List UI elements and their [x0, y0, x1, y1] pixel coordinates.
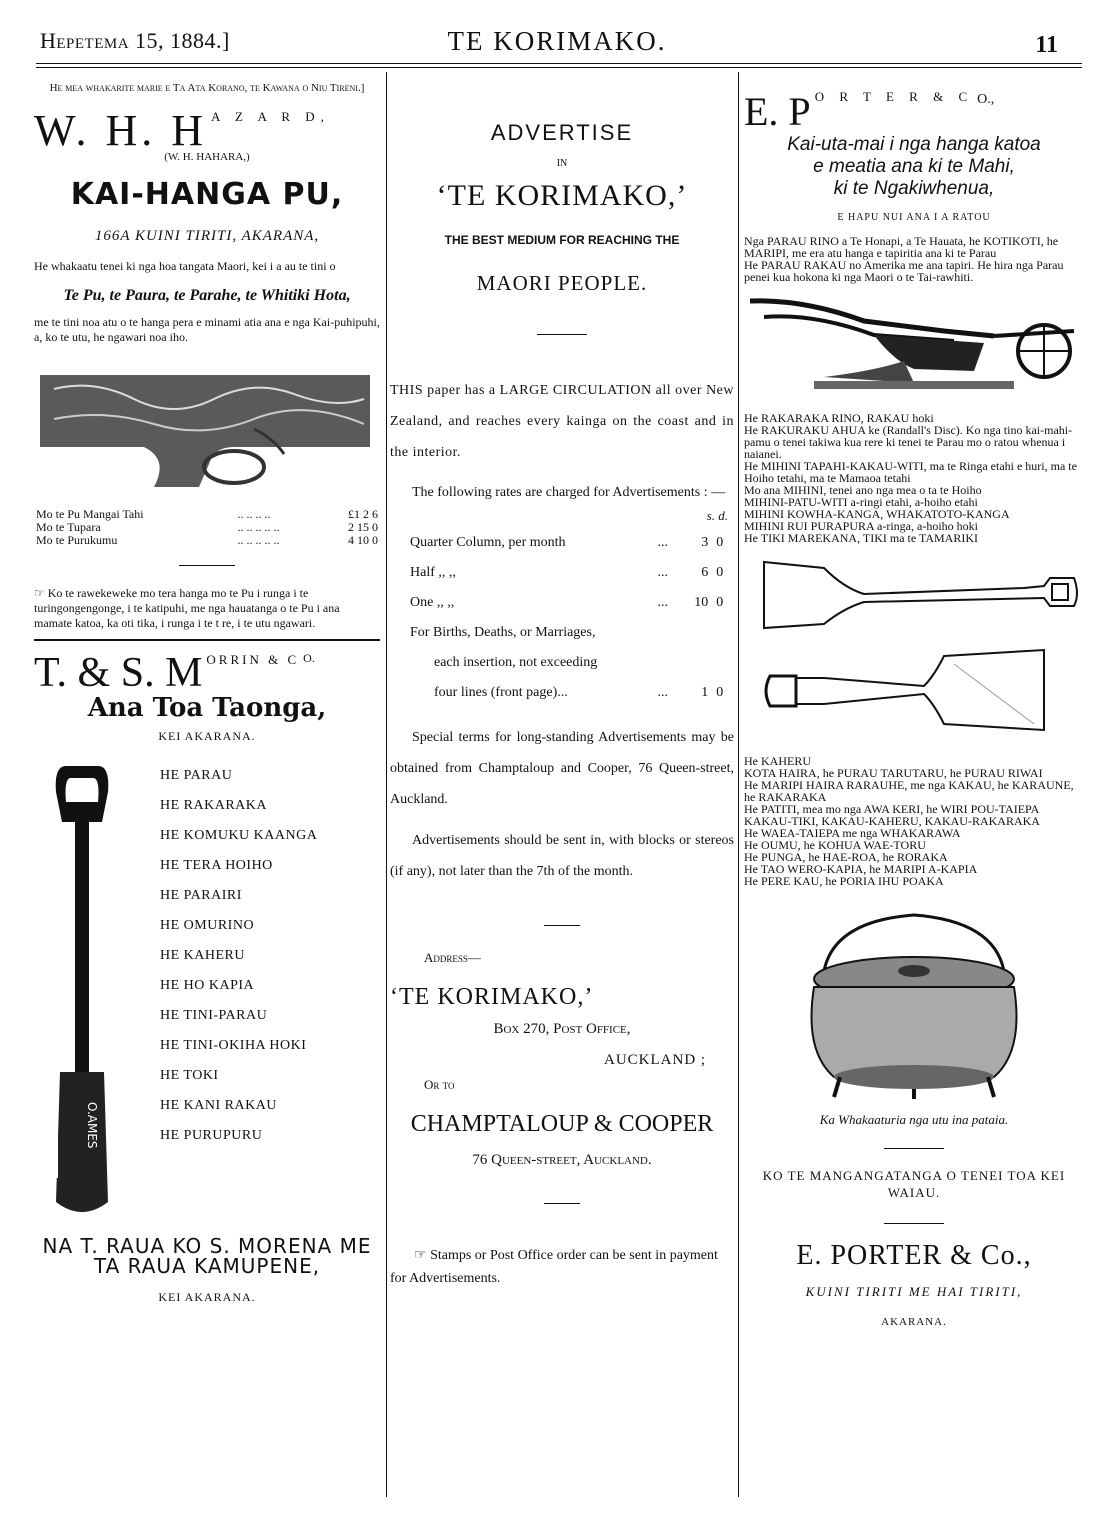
intro-list [744, 235, 1084, 283]
list-item: He RAKURAKU AHUA ke (Randall's Disc). Ko nga tino kai-mahi-pamu o tenei takiwa kua rere ki tenei te Parau mo o ratou whenua i naianei. [744, 423, 1073, 461]
oven-caption: Ka Whakaaturia nga utu ina pataia. [819, 1112, 1009, 1127]
pointing-hand-icon: ☞ [414, 1248, 431, 1263]
stamps-text: Stamps or Post Office order can be sent in payment for Advertisements. [390, 1248, 718, 1286]
price-table [34, 508, 380, 547]
rate-dots: ... [657, 535, 669, 550]
list-item: He RAKARAKA RINO, RAKAU hoki [744, 411, 934, 425]
price-value: 4 10 0 [348, 533, 378, 547]
in-label: IN [556, 158, 568, 169]
special-terms: Special terms for long-standing Advertisements may be obtained from Champtaloup and Cooper, 76 Queen-street, Auckland. [390, 730, 734, 807]
porter-akarana: AKARANA. [881, 1316, 947, 1328]
morrin-title: Ana Toa Taonga, [87, 693, 327, 723]
list-item: He MARIPI HAIRA RARAUHE, me nga KAKAU, he KARAUNE, he RAKARAKA [744, 778, 1074, 804]
page-number: 11 [1035, 32, 1058, 58]
list-item: HE PARAU [160, 768, 233, 783]
list-item: HE PURUPURU [160, 1128, 263, 1143]
section-rule [884, 1148, 944, 1149]
branch-notice: KO TE MANGANGATANGA O TENEI TOA KEI WAIAU. [762, 1168, 1066, 1200]
list-item: Nga PARAU RINO a Te Honapi, a Te Hauata, he KOTIKOTI, he MARIPI, me era atu hanga e tapiritia ana ki te Parau [744, 234, 1059, 260]
morrin-surname: ORRIN & C [206, 652, 300, 667]
importers-line-3: ki te Ngakiwhenua, [833, 178, 995, 199]
shotgun-illustration [34, 369, 380, 489]
hazard-goods: Te Pu, te Paura, te Parahe, te Whitiki Hota, [63, 287, 351, 304]
list-item: He PERE KAU, he PORIA IHU POAKA [744, 874, 944, 888]
tools-list [744, 755, 1084, 887]
list-item: HE TINI-PARAU [160, 1008, 268, 1023]
header-date: Hepetema 15, 1884.] [40, 28, 230, 53]
rate-pence: 0 [716, 535, 724, 550]
champtaloup-cooper: CHAMPTALOUP & COOPER [410, 1111, 714, 1137]
address-city: AUCKLAND ; [604, 1052, 707, 1068]
address-label: Address— [424, 950, 481, 965]
hazard-intro: He whakaatu tenei ki nga hoa tangata Maori, kei i a au te tini o [34, 259, 336, 273]
porter-co: O., [977, 92, 995, 107]
porter-initial: E. P [744, 89, 811, 134]
best-medium: THE BEST MEDIUM FOR REACHING THE [444, 233, 680, 247]
list-item: He PARAU RAKAU no Amerika me ana tapiri. He hira nga Parau penei kua hokona ki nga Maori o te Tai-rawhiti. [744, 258, 1064, 284]
header-rule-2 [36, 67, 1082, 68]
list-item: KOTA HAIRA, he PURAU TARUTARU, he PURAU RIWAI [744, 766, 1043, 780]
column-divider-1 [386, 72, 387, 1497]
address-box: Box 270, Post Office, [493, 1021, 631, 1037]
hazard-surname: A Z A R D, [211, 109, 330, 124]
list-item: He TAO WERO-KAPIA, he MARIPI A-KAPIA [744, 862, 978, 876]
section-rule [537, 334, 587, 335]
morrin-place: KEI AKARANA. [158, 729, 256, 743]
list-item: He TIKI MAREKANA, TIKI ma te TAMARIKI [744, 531, 979, 545]
births-line-1: For Births, Deaths, or Marriages, [410, 625, 596, 640]
morrin-goods [34, 762, 380, 1232]
repair-text: Ko te rawekeweke mo tera hanga mo te Pu i runga i te turingongengonge, i te katipuhi, me nga hauatanga o te Pu i ana mamate katoa, ka oti tika, i runga i te t re, i te utu ngawari. [34, 586, 340, 630]
trade-title: KAI-HANGA PU, [70, 177, 344, 212]
section-rule-bold [34, 639, 380, 641]
hazard-name [34, 105, 380, 155]
spade-illustration [42, 762, 122, 1222]
plough-illustration [744, 291, 1084, 399]
list-item: HE TOKI [160, 1068, 219, 1083]
list-item: MIHINI KOWHA-KANGA, WHAKATOTO-KANGA [744, 507, 1010, 521]
morrin-name [34, 649, 380, 696]
list-item: HE TERA HOIHO [160, 858, 273, 873]
porter-street: KUINI TIRITI ME HAI TIRITI, [805, 1284, 1023, 1299]
shovels-illustration [744, 554, 1084, 744]
camp-oven-illustration [744, 901, 1084, 1101]
list-item: HE KANI RAKAU [160, 1098, 277, 1113]
morrin-co: O. [303, 651, 315, 665]
rate-label: One ,, ,, [410, 595, 455, 610]
right-column [744, 80, 1084, 1328]
morrin-footer: NA T. RAUA KO S. MORENA ME TA RAUA KAMUPENE, [42, 1234, 372, 1278]
stock-note: E HAPU NUI ANA I A RATOU [837, 212, 991, 223]
circulation-text: THIS paper has a LARGE CIRCULATION all over New Zealand, and reaches every kainga on the coast and in the interior. [390, 383, 734, 460]
section-rule [544, 1203, 580, 1204]
section-rule [884, 1223, 944, 1224]
column-divider-2 [738, 72, 739, 1497]
list-item: MIHINI RUI PURAPURA a-ringa, a-hoiho hoki [744, 519, 978, 533]
table-row [390, 558, 734, 588]
rate-label: Quarter Column, per month [410, 535, 566, 550]
rate-shillings: 10 [694, 595, 709, 610]
table-row [390, 678, 734, 708]
table-row [390, 528, 734, 558]
send-in-text: Advertisements should be sent in, with blocks or stereos (if any), not later than the 7th of the month. [390, 833, 734, 879]
masthead-title: TE KORIMAKO. [447, 26, 667, 56]
price-value: £1 2 6 [348, 507, 378, 521]
table-row [390, 618, 734, 648]
left-column [34, 80, 380, 1305]
porter-surname: O R T E R & C [814, 89, 974, 104]
rates-table [390, 528, 734, 708]
list-item: HE RAKARAKA [160, 798, 267, 813]
list-item: Mo ana MIHINI, tenei ano nga mea o ta te Hoiho [744, 483, 982, 497]
rate-pence: 0 [716, 595, 724, 610]
morrin-footer-place: KEI AKARANA. [158, 1290, 256, 1304]
or-to-label: Or to [424, 1077, 455, 1092]
table-row [390, 588, 734, 618]
list-item: He PUNGA, he HAE-ROA, he RORAKA [744, 850, 948, 864]
pointing-hand-icon: ☞ [34, 586, 48, 600]
list-item: HE KOMUKU KAANGA [160, 828, 318, 843]
rate-shillings: 3 [701, 535, 709, 550]
goods-list [160, 768, 317, 1158]
price-dots: .. .. .. .. .. [237, 533, 280, 547]
list-item: He PATITI, mea mo nga AWA KERI, he WIRI POU-TAIEPA [744, 802, 1040, 816]
section-rule [179, 565, 235, 566]
importers-line-1: Kai-uta-mai i nga hanga katoa [787, 134, 1041, 155]
rate-dots: ... [657, 565, 669, 580]
rate-dots: ... [657, 595, 669, 610]
rate-pence: 0 [716, 565, 724, 580]
price-dots: .. .. .. .. .. [237, 520, 280, 534]
section-rule [544, 925, 580, 926]
hazard-maori-name: (W. H. HAHARA,) [164, 151, 250, 163]
table-row [390, 648, 734, 678]
hazard-desc: me te tini noa atu o te hanga pera e minami atia ana e nga Kai-puhipuhi, a, ko te utu, he ngawari noa iho. [34, 315, 380, 344]
list-item: HE PARAIRI [160, 888, 242, 903]
importers-line-2: e meatia ana ki te Mahi, [813, 156, 1015, 177]
hazard-address: 166A KUINI TIRITI, AKARANA, [94, 228, 320, 244]
births-line-3: four lines (front page)... [434, 685, 568, 700]
list-item: He WAEA-TAIEPA me nga WHAKARAWA [744, 826, 961, 840]
rate-dots: ... [657, 685, 669, 700]
list-item: He KAHERU [744, 754, 811, 768]
list-item: He OUMU, he KOHUA WAE-TORU [744, 838, 926, 852]
advertise-heading: ADVERTISE [490, 120, 634, 145]
births-line-2: each insertion, not exceeding [434, 655, 598, 670]
price-item: Mo te Pu Mangai Tahi [36, 507, 144, 521]
porter-name [744, 88, 1084, 134]
price-row [34, 534, 380, 547]
list-item: KAKAU-TIKI, KAKAU-KAHERU, KAKAU-RAKARAKA [744, 814, 1040, 828]
list-item: MIHINI-PATU-WITI a-ringi etahi, a-hoiho etahi [744, 495, 978, 509]
repair-notice [34, 586, 380, 631]
rates-header: s. d. [706, 508, 728, 523]
address-paper: ‘TE KORIMAKO,’ [390, 984, 594, 1010]
rate-shillings: 1 [701, 685, 709, 700]
porter-footer-name: E. PORTER & Co., [796, 1240, 1032, 1271]
queen-street: 76 Queen-street, Auckland. [472, 1152, 652, 1168]
rate-shillings: 6 [701, 565, 709, 580]
rate-label: Half ,, ,, [410, 565, 456, 580]
hazard-initials: W. H. H [34, 106, 208, 155]
maori-people: MAORI PEOPLE. [476, 271, 648, 295]
stamps-note [390, 1244, 734, 1290]
list-item: HE TINI-OKIHA HOKI [160, 1038, 307, 1053]
price-value: 2 15 0 [348, 520, 378, 534]
list-item: He MIHINI TAPAHI-KAKAU-WITI, ma te Ringa etahi e huri, ma te Hoiho tetahi, ma te Mamaoa tetahi [744, 459, 1077, 485]
rates-intro: The following rates are charged for Advertisements : — [412, 485, 726, 500]
machinery-list [744, 412, 1084, 544]
rate-pence: 0 [716, 685, 724, 700]
spade-brand-label: O.AMES [85, 1102, 99, 1149]
price-dots: .. .. .. .. [237, 507, 271, 521]
list-item: HE KAHERU [160, 948, 245, 963]
price-item: Mo te Purukumu [36, 533, 118, 547]
price-item: Mo te Tupara [36, 520, 101, 534]
morrin-initials: T. & S. M [34, 650, 203, 696]
dedication-note: He mea whakarite marie e Ta Ata Korano, te Kawana o Niu Tireni.] [49, 82, 365, 94]
list-item: HE HO KAPIA [160, 978, 255, 993]
center-column [390, 80, 734, 1290]
header-rule [36, 63, 1082, 64]
list-item: HE OMURINO [160, 918, 255, 933]
paper-name: ‘TE KORIMAKO,’ [436, 179, 688, 212]
